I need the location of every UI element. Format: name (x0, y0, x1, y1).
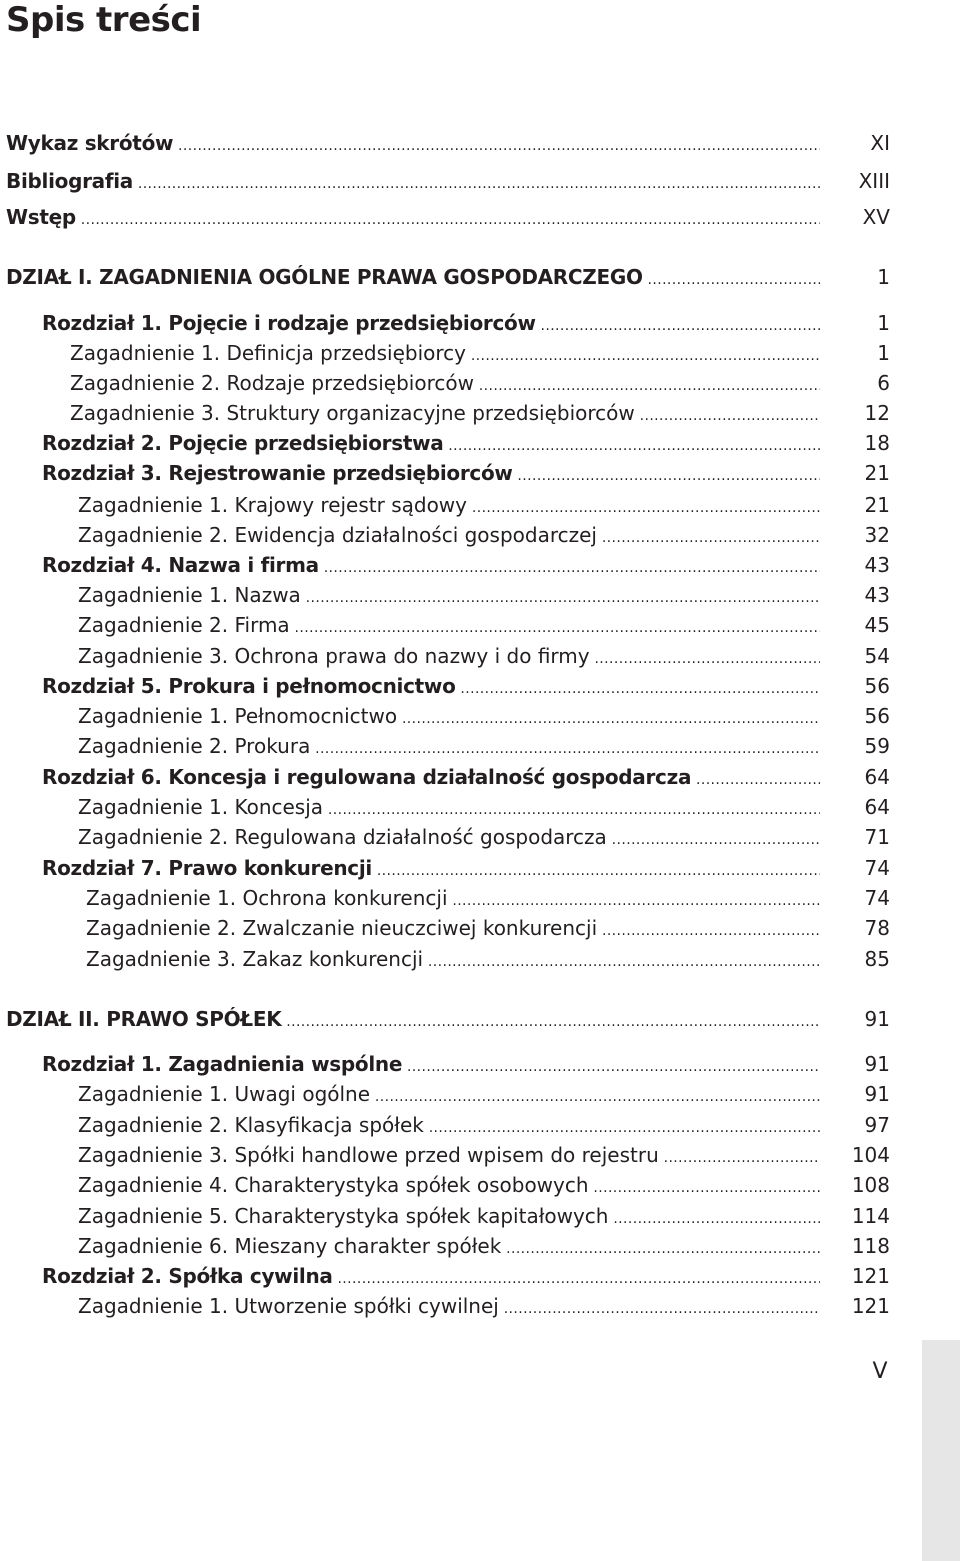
toc-entry-title: Zagadnienie 2. Prokura (78, 734, 311, 758)
toc-entry-page: 6 (877, 371, 890, 395)
toc-entry-title: Rozdział 6. Koncesja i regulowana działalność gospodarcza (42, 765, 692, 789)
toc-entry-title: Zagadnienie 1. Krajowy rejestr sądowy (78, 493, 468, 517)
toc-entry[interactable] (0, 166, 890, 196)
toc-subsection[interactable] (0, 1170, 890, 1200)
page-title: Spis treści (6, 0, 202, 40)
toc-subsection[interactable] (0, 490, 890, 520)
toc-entry-page: 59 (864, 734, 890, 758)
toc-entry-title: Rozdział 3. Rejestrowanie przedsiębiorców (42, 461, 513, 485)
toc-chapter[interactable] (0, 762, 890, 792)
toc-entry-title: Rozdział 5. Prokura i pełnomocnictwo (42, 674, 456, 698)
toc-entry-page: 43 (864, 583, 890, 607)
toc-entry-page: 108 (851, 1173, 890, 1197)
toc-entry-title: Rozdział 7. Prawo konkurencji (42, 856, 372, 880)
toc-entry-page: 56 (864, 704, 890, 728)
toc-subsection[interactable] (0, 580, 890, 610)
toc-entry-title: Zagadnienie 2. Firma (78, 613, 290, 637)
toc-entry-page: 64 (864, 795, 890, 819)
toc-entry-title: Zagadnienie 5. Charakterystyka spółek kapitałowych (78, 1204, 609, 1228)
toc-entry-page: 21 (864, 461, 890, 485)
toc-section-heading[interactable] (0, 1004, 890, 1034)
toc-entry-title: Zagadnienie 4. Charakterystyka spółek osobowych (78, 1173, 589, 1197)
toc-subsection[interactable] (0, 641, 890, 671)
toc-entry-page: 56 (864, 674, 890, 698)
toc-entry-title: Zagadnienie 3. Struktury organizacyjne przedsiębiorców (70, 401, 635, 425)
toc-entry-title: Rozdział 4. Nazwa i firma (42, 553, 319, 577)
toc-section-heading[interactable] (0, 262, 890, 292)
toc-entry-page: 74 (864, 856, 890, 880)
toc-entry-page: 1 (877, 311, 890, 335)
toc-chapter[interactable] (0, 458, 890, 488)
toc-entry-title: Zagadnienie 2. Regulowana działalność gospodarcza (78, 825, 607, 849)
toc-entry-title: Zagadnienie 2. Klasyfikacja spółek (78, 1113, 424, 1137)
toc-chapter[interactable] (0, 428, 890, 458)
toc-entry-page: 91 (864, 1052, 890, 1076)
toc-entry-title: Zagadnienie 1. Ochrona konkurencji (86, 886, 448, 910)
toc-entry-title: Wstęp (6, 205, 76, 229)
toc-entry-title: Rozdział 1. Pojęcie i rodzaje przedsiębiorców (42, 311, 536, 335)
toc-subsection[interactable] (0, 1079, 890, 1109)
toc-entry[interactable] (0, 202, 890, 232)
toc-subsection[interactable] (0, 1110, 890, 1140)
toc-entry-page: 54 (864, 644, 890, 668)
toc-entry-page: 1 (877, 265, 890, 289)
toc-entry-page: 91 (864, 1007, 890, 1031)
toc-entry-title: Zagadnienie 2. Zwalczanie nieuczciwej konkurencji (86, 916, 598, 940)
toc-entry-title: Zagadnienie 3. Zakaz konkurencji (86, 947, 424, 971)
toc-entry-page: 104 (851, 1143, 890, 1167)
toc-entry-page: XIII (858, 169, 890, 193)
toc-entry-title: DZIAŁ I. ZAGADNIENIA OGÓLNE PRAWA GOSPODARCZEGO (6, 265, 643, 289)
toc-subsection[interactable] (0, 701, 890, 731)
toc-entry-title: Zagadnienie 1. Nazwa (78, 583, 301, 607)
toc-entry-page: 12 (864, 401, 890, 425)
toc-entry-page: 78 (864, 916, 890, 940)
page-number: V (872, 1359, 888, 1384)
toc-entry-page: XI (870, 131, 890, 155)
toc-entry-title: Zagadnienie 1. Pełnomocnictwo (78, 704, 398, 728)
toc-entry-title: Zagadnienie 3. Ochrona prawa do nazwy i do firmy (78, 644, 590, 668)
toc-entry-page: 43 (864, 553, 890, 577)
toc-subsection[interactable] (0, 1201, 890, 1231)
toc-subsection[interactable] (0, 1291, 890, 1321)
toc-subsection[interactable] (0, 1231, 890, 1261)
toc-entry-title: Zagadnienie 1. Utworzenie spółki cywilnej (78, 1294, 499, 1318)
toc-entry-title: Bibliografia (6, 169, 133, 193)
toc-entry-page: XV (862, 205, 890, 229)
toc-entry-title: Rozdział 2. Spółka cywilna (42, 1264, 333, 1288)
toc-entry[interactable] (0, 128, 890, 158)
toc-entry-page: 85 (864, 947, 890, 971)
toc-subsection[interactable] (0, 913, 890, 943)
toc-subsection[interactable] (0, 792, 890, 822)
toc-entry-page: 114 (851, 1204, 890, 1228)
page-edge-tab (922, 1340, 960, 1561)
toc-subsection[interactable] (0, 731, 890, 761)
toc-chapter[interactable] (0, 853, 890, 883)
toc-entry-title: Zagadnienie 1. Definicja przedsiębiorcy (70, 341, 466, 365)
toc-entry-title: DZIAŁ II. PRAWO SPÓŁEK (6, 1007, 282, 1031)
toc-subsection[interactable] (0, 822, 890, 852)
toc-entry-title: Zagadnienie 3. Spółki handlowe przed wpisem do rejestru (78, 1143, 659, 1167)
toc-subsection[interactable] (0, 398, 890, 428)
toc-entry-page: 74 (864, 886, 890, 910)
toc-subsection[interactable] (0, 520, 890, 550)
toc-entry-title: Wykaz skrótów (6, 131, 174, 155)
toc-chapter[interactable] (0, 550, 890, 580)
toc-subsection[interactable] (0, 944, 890, 974)
toc-entry-title: Zagadnienie 1. Uwagi ogólne (78, 1082, 371, 1106)
toc-subsection[interactable] (0, 883, 890, 913)
toc-entry-page: 121 (851, 1294, 890, 1318)
toc-entry-page: 18 (864, 431, 890, 455)
toc-entry-page: 64 (864, 765, 890, 789)
toc-entry-page: 118 (851, 1234, 890, 1258)
toc-chapter[interactable] (0, 671, 890, 701)
toc-entry-title: Zagadnienie 1. Koncesja (78, 795, 324, 819)
toc-chapter[interactable] (0, 1261, 890, 1291)
toc-subsection[interactable] (0, 1140, 890, 1170)
toc-entry-title: Zagadnienie 2. Ewidencja działalności gospodarczej (78, 523, 597, 547)
toc-chapter[interactable] (0, 308, 890, 338)
toc-entry-title: Zagadnienie 6. Mieszany charakter spółek (78, 1234, 502, 1258)
toc-entry-page: 21 (864, 493, 890, 517)
toc-subsection[interactable] (0, 610, 890, 640)
toc-entry-title: Zagadnienie 2. Rodzaje przedsiębiorców (70, 371, 474, 395)
toc-entry-title: Rozdział 2. Pojęcie przedsiębiorstwa (42, 431, 444, 455)
toc-subsection[interactable] (0, 368, 890, 398)
toc-entry-page: 45 (864, 613, 890, 637)
toc-entry-page: 97 (864, 1113, 890, 1137)
toc-entry-page: 1 (877, 341, 890, 365)
toc-entry-page: 32 (864, 523, 890, 547)
toc-chapter[interactable] (0, 1049, 890, 1079)
toc-entry-page: 121 (851, 1264, 890, 1288)
toc-entry-title: Rozdział 1. Zagadnienia wspólne (42, 1052, 403, 1076)
toc-subsection[interactable] (0, 338, 890, 368)
toc-entry-page: 71 (864, 825, 890, 849)
toc-entry-page: 91 (864, 1082, 890, 1106)
